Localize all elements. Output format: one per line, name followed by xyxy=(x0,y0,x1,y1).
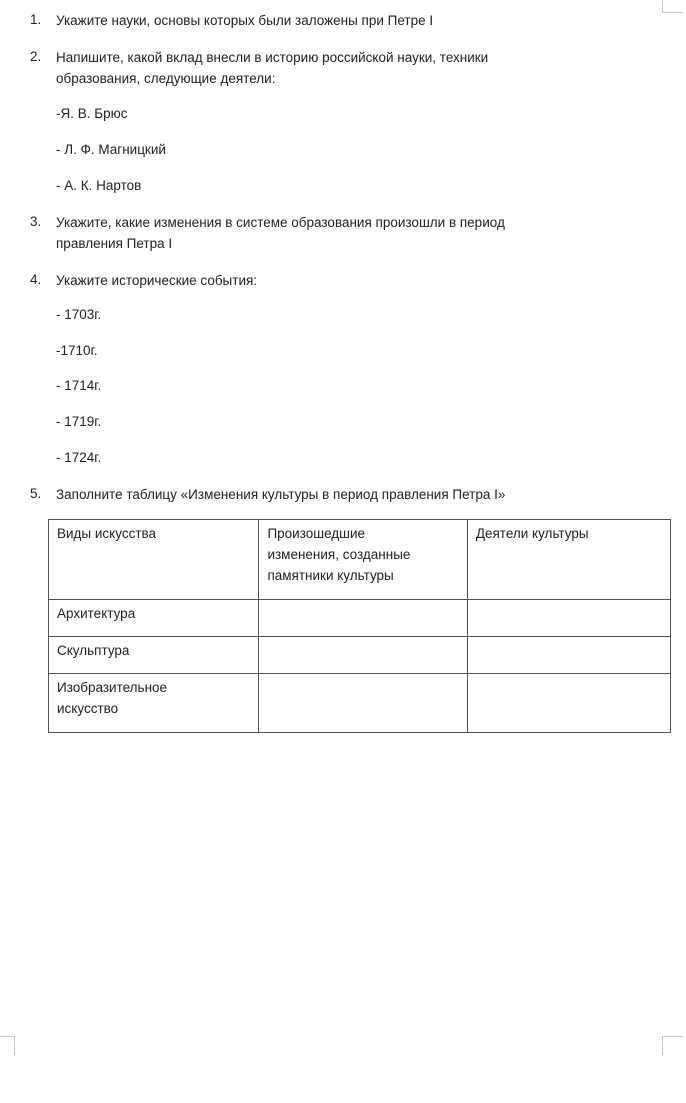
table-cell-art: Скульптура xyxy=(49,637,259,674)
page-corner-mark-top-right xyxy=(662,0,683,13)
table-row xyxy=(49,674,671,733)
question-2-item: - Л. Ф. Магницкий xyxy=(56,142,166,157)
table-header-row xyxy=(49,520,671,600)
question-2-item: -Я. В. Брюс xyxy=(56,106,128,121)
question-4-number: 4. xyxy=(30,272,42,287)
question-2-text-line2: образования, следующие деятели: xyxy=(56,71,276,86)
table-header-cell: Виды искусства xyxy=(49,520,259,600)
table-header-line: памятники культуры xyxy=(267,568,394,583)
question-4-text: Укажите исторические события: xyxy=(56,273,258,288)
table-cell-changes[interactable] xyxy=(259,637,467,674)
table-cell-figures[interactable] xyxy=(467,637,670,674)
question-1-text: Укажите науки, основы которых были заложены при Петре I xyxy=(56,13,434,28)
table-header-line: Произошедшие xyxy=(267,526,366,541)
table-cell-figures[interactable] xyxy=(467,600,670,637)
question-4-item: - 1714г. xyxy=(56,378,102,393)
question-1-number: 1. xyxy=(30,12,42,27)
question-5-number: 5. xyxy=(30,486,42,501)
page-corner-mark-bottom-left xyxy=(0,1036,15,1055)
page-corner-mark-bottom-right xyxy=(662,1036,683,1055)
table-cell-art-line: искусство xyxy=(57,701,119,716)
culture-changes-table xyxy=(48,519,671,733)
table-header-cell: Деятели культуры xyxy=(467,520,670,600)
table-row xyxy=(49,600,671,637)
table-cell-changes[interactable] xyxy=(259,674,467,733)
question-4-item: -1710г. xyxy=(56,343,98,358)
question-2-item: - А. К. Нартов xyxy=(56,178,142,193)
question-4-item: - 1719г. xyxy=(56,414,102,429)
table-cell-changes[interactable] xyxy=(259,600,467,637)
table-cell-art-line: Изобразительное xyxy=(57,680,168,695)
question-3-text-line1: Укажите, какие изменения в системе образования произошли в период xyxy=(56,215,505,230)
table-cell-art xyxy=(49,674,259,733)
question-2-text-line1: Напишите, какой вклад внесли в историю российской науки, техники xyxy=(56,50,489,65)
question-4-item: - 1703г. xyxy=(56,307,102,322)
table-header-line: изменения, созданные xyxy=(267,547,411,562)
table-row xyxy=(49,637,671,674)
question-3-text-line2: правления Петра I xyxy=(56,236,173,251)
question-2-number: 2. xyxy=(30,49,42,64)
table-header-cell xyxy=(259,520,467,600)
question-5-text: Заполните таблицу «Изменения культуры в период правления Петра I» xyxy=(56,487,506,502)
question-3-number: 3. xyxy=(30,214,42,229)
question-4-item: - 1724г. xyxy=(56,450,102,465)
table-cell-figures[interactable] xyxy=(467,674,670,733)
table-cell-art: Архитектура xyxy=(49,600,259,637)
